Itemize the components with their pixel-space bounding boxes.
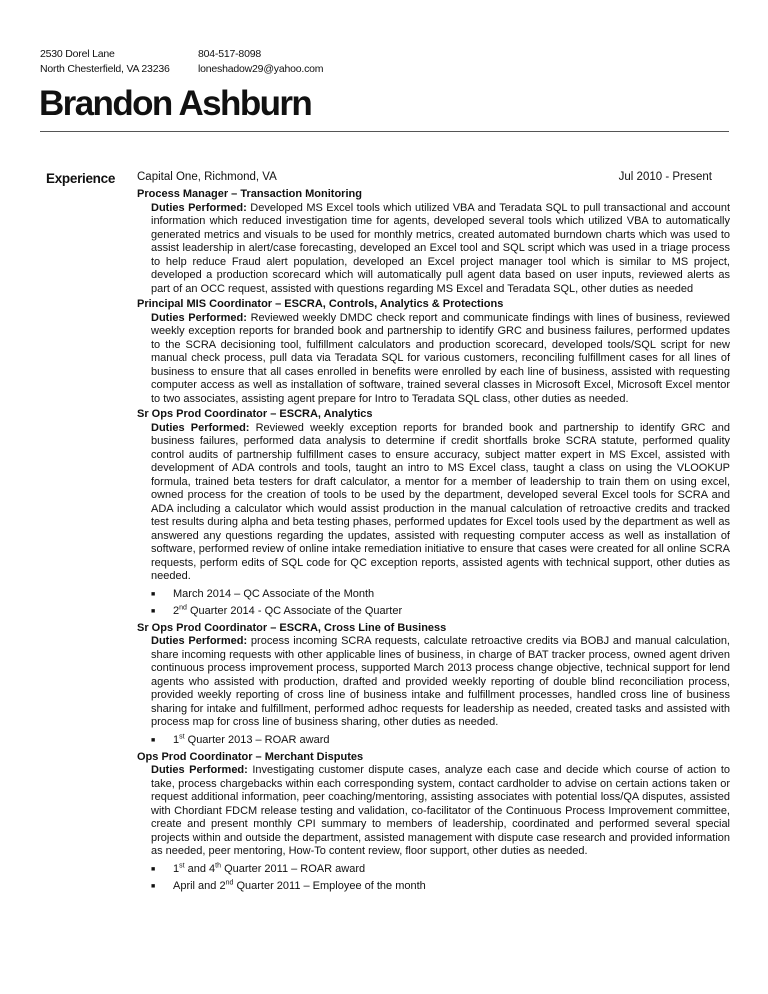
- award-item: ■ April and 2nd Quarter 2011 – Employee of the month: [151, 878, 730, 895]
- phone-number: 804-517-8098: [198, 48, 261, 60]
- email-address: loneshadow29@yahoo.com: [198, 63, 324, 75]
- bullet-icon: ■: [151, 590, 156, 598]
- duties-label: Duties Performed:: [151, 764, 248, 776]
- address-line-2: North Chesterfield, VA 23236: [40, 63, 170, 75]
- section-label-experience: Experience: [46, 171, 116, 186]
- bullet-icon: ■: [151, 607, 156, 615]
- job-duties: [151, 764, 730, 859]
- award-item: ■ 1st Quarter 2013 – ROAR award: [151, 732, 730, 749]
- job-title: Sr Ops Prod Coordinator – ESCRA, Analytics: [137, 408, 373, 420]
- duties-text: Developed MS Excel tools which utilized VBA and Teradata SQL to pull transactional and account information which reduced investigation time for agents, developed several tools which utilized VBA to automatically generated metrics and visuals to be used for monthly metrics, created automated burndown charts which was used to assist leadership in alert/case forecasting, developed an Excel tool and SQL script which was used in a triage process to help reduce Fraud alert population, developed an Excel project manager tool which is similar to MS project, developed a production scorecard which will automatically pull agent data based on user inputs, reviewed alerts as part of an OCC request, assisted with questions regarding MS Excel and Teradata SQL, other duties as needed: [151, 201, 730, 295]
- header-divider: [40, 131, 729, 132]
- duties-text: Investigating customer dispute cases, analyze each case and decide which course of action to take, process chargebacks within each corresponding system, contact cardholder to advise on certain actions taken or request additional information, peer coaching/mentoring, assisting associates with potential loss/QA disputes, assisted with Chordiant FDCM release testing and validation, co-facilitator of the Continuous Process Improvement committee, create and present monthly CPI summary to members of leadership, coordinated and performed several special projects within and outside the department, assisted management with dispute case research and provided information as needed, peer mentoring, How-To content review, floor support, other duties as needed.: [151, 764, 730, 857]
- awards-list: [151, 586, 730, 620]
- phone-email-block: [198, 47, 323, 77]
- job-title: Process Manager – Transaction Monitoring: [137, 188, 362, 200]
- award-item: ■ March 2014 – QC Associate of the Month: [151, 586, 730, 603]
- bullet-icon: ■: [151, 736, 156, 744]
- job-entry: [137, 751, 730, 895]
- awards-list: [151, 732, 730, 749]
- duties-label: Duties Performed:: [151, 421, 250, 434]
- duties-text: Reviewed weekly exception reports for branded book and partnership to identify GRC and business failures, performed data analysis to determine if credit shortfalls broke SCRA statute, performed quality control audits of partnership fulfillment cases to ensure accuracy, subject matter expert in MS Excel, assisted with development of ADA controls and tools, taught an intro to MS Excel class, taught a class on using the VLOOKUP formula, trained beta testers for draft calculator, a mentor for a member of leadership to train them on using excel, owned process for the creation of tools to be used by the department, developed several Excel tools for SCRA and ADA including a calculator which would assist production in the manual calculation of retroactive credits and tracked test results during alpha and beta testing phases, performed updates for Excel tools used by the department as well as answered any questions regarding the updates, assisted with requesting computer access as well as installation of software, performed review of online intake remediation initiative to ensure that cases were created for all online SCRA requests, perform edits of SQL code for QC exception reports, assisted agents with technical support, other duties as needed.: [151, 421, 730, 582]
- job-entry: [137, 408, 730, 620]
- award-item: ■ 1st and 4th Quarter 2011 – ROAR award: [151, 861, 730, 878]
- job-duties: [151, 312, 730, 407]
- job-title: Principal MIS Coordinator – ESCRA, Controls, Analytics & Protections: [137, 298, 504, 310]
- job-entry: [137, 298, 730, 406]
- award-item: ■ 2nd Quarter 2014 - QC Associate of the Quarter: [151, 603, 730, 620]
- job-title: Sr Ops Prod Coordinator – ESCRA, Cross Line of Business: [137, 621, 447, 634]
- duties-text: process incoming SCRA requests, calculate retroactive credits via BOBJ and manual calculation, share incoming requests with other applicable lines of business, in charge of BAT tracker process, owned agent driven continuous process improvement process, supported March 2013 process change objective, technical support for lend agents who assisted with production, drafted and provided weekly reporting of double blind reconciliation process, provided weekly reporting of cross line of business intake and fulfillment processes, handled cross line of business sharing for intake and fulfillment, performed adhoc requests for leadership as needed, created tasks and assisted with process map for cross line of business sharing, other duties as needed.: [151, 635, 730, 728]
- job-duties: [151, 422, 730, 584]
- employment-dates: Jul 2010 - Present: [618, 171, 712, 183]
- address-line-1: 2530 Dorel Lane: [40, 48, 115, 60]
- job-duties: [151, 202, 730, 297]
- duties-label: Duties Performed:: [151, 311, 247, 324]
- job-entry: [137, 188, 730, 296]
- awards-list: [151, 861, 730, 895]
- duties-label: Duties Performed:: [151, 635, 248, 647]
- address-block: [40, 47, 170, 77]
- job-duties: [151, 635, 730, 730]
- bullet-icon: ■: [151, 865, 156, 873]
- employer: Capital One, Richmond, VA: [137, 171, 277, 183]
- job-title: Ops Prod Coordinator – Merchant Disputes: [137, 750, 364, 763]
- duties-text: Reviewed weekly DMDC check report and communicate findings with lines of business, reviewed weekly exception reports for branded book and partnership to identify GRC and business failures, performed updates to the SCRA decisioning tool, fulfillment calculators and production scorecard, developed tools/SQL script for new manual check process, pull data via Teradata SQL for various customers, reconciling fulfillment cases for all lines of business to ensure that all cases enrolled in benefits were enrolled by each line of business, assisted with requesting computer access as well as installation of software, trained several classes in Microsoft Excel, Microsoft Excel mentor to two associates, assisting agent prepare for Intro to Teradata SQL class, other duties as needed.: [151, 311, 731, 405]
- duties-label: Duties Performed:: [151, 201, 247, 214]
- bullet-icon: ■: [151, 882, 156, 890]
- candidate-name: Brandon Ashburn: [39, 84, 312, 123]
- experience-content: [137, 188, 730, 897]
- job-entry: [137, 622, 730, 749]
